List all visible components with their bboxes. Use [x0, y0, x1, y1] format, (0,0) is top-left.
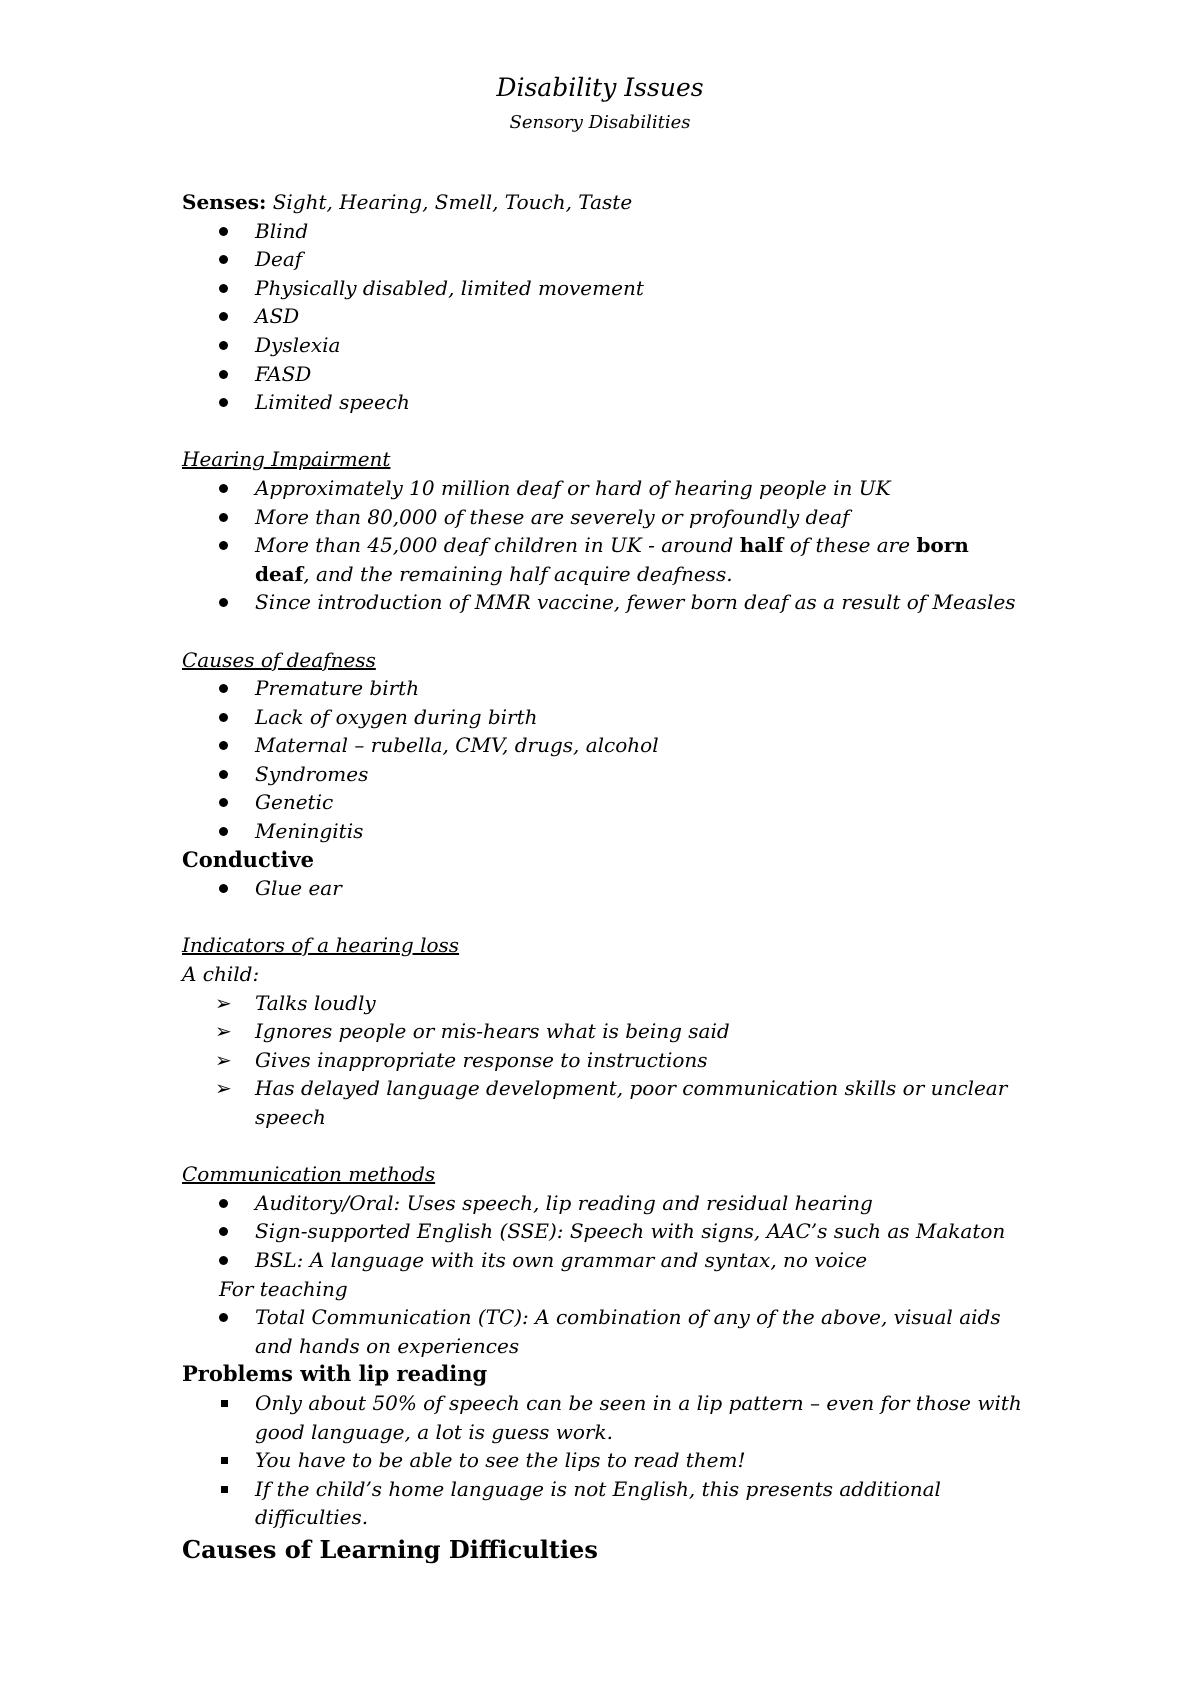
list-item: Physically disabled, limited movement: [182, 274, 1022, 303]
bullet-icon: [219, 741, 228, 750]
document-body: [182, 188, 1022, 1566]
learning-difficulties-heading: Causes of Learning Difficulties: [182, 1534, 598, 1564]
bullet-icon: [219, 1313, 228, 1322]
senses-list: [182, 217, 1022, 417]
list-item: More than 45,000 deaf children in UK - around half of these are born deaf, and the remaining half acquire deafness.: [182, 531, 1022, 588]
bullet-icon: [219, 1199, 228, 1208]
list-item: ➢ Has delayed language development, poor communication skills or unclear speech: [215, 1076, 1008, 1129]
document-title: Disability Issues: [496, 73, 704, 102]
list-item: Genetic: [182, 788, 1022, 817]
bullet-icon: [219, 598, 228, 607]
teaching-list: [182, 1303, 1022, 1360]
bullet-icon: [219, 255, 228, 264]
bullet-icon: [219, 341, 228, 350]
arrow-bullet-icon: ➢: [215, 1047, 232, 1072]
square-bullet-icon: [221, 1400, 228, 1407]
senses-text: Sight, Hearing, Smell, Touch, Taste: [266, 190, 633, 214]
square-bullet-icon: [221, 1486, 228, 1493]
senses-label: Senses:: [182, 190, 267, 214]
causes-heading: Causes of deafness: [182, 647, 376, 672]
lip-reading-list: [182, 1389, 1022, 1532]
for-teaching-label: For teaching: [219, 1276, 348, 1301]
bullet-icon: [219, 370, 228, 379]
bullet-icon: [219, 284, 228, 293]
list-item: More than 80,000 of these are severely or profoundly deaf: [182, 503, 1022, 532]
list-item: Syndromes: [182, 760, 1022, 789]
list-item: Limited speech: [182, 388, 1022, 417]
indicators-lead: A child:: [182, 962, 260, 987]
list-item: Auditory/Oral: Uses speech, lip reading and residual hearing: [182, 1189, 1022, 1218]
senses-line: [182, 188, 1022, 217]
arrow-bullet-icon: ➢: [215, 1019, 232, 1044]
conductive-heading: Conductive: [182, 846, 314, 872]
list-item: Maternal – rubella, CMV, drugs, alcohol: [182, 731, 1022, 760]
list-item: Meningitis: [182, 817, 1022, 846]
bullet-icon: [219, 484, 228, 493]
list-item: Since introduction of MMR vaccine, fewer born deaf as a result of Measles: [182, 588, 1022, 617]
bullet-icon: [219, 884, 228, 893]
arrow-bullet-icon: ➢: [215, 1076, 232, 1101]
list-item: Deaf: [182, 245, 1022, 274]
bullet-icon: [219, 541, 228, 550]
list-item: Total Communication (TC): A combination of any of the above, visual aids and hands on experiences: [182, 1303, 1022, 1360]
list-item: Lack of oxygen during birth: [182, 703, 1022, 732]
list-item: ➢ Gives inappropriate response to instructions: [182, 1046, 1022, 1075]
list-item: FASD: [182, 360, 1022, 389]
list-item: You have to be able to see the lips to read them!: [182, 1446, 1022, 1475]
document-subtitle: Sensory Disabilities: [509, 112, 691, 133]
causes-list: [182, 674, 1022, 846]
square-bullet-icon: [221, 1457, 228, 1464]
hearing-impairment-list: [182, 474, 1022, 617]
indicators-list: [182, 989, 1022, 1132]
bullet-icon: [219, 827, 228, 836]
list-item: ➢ Talks loudly: [182, 989, 1022, 1018]
hearing-impairment-heading: Hearing Impairment: [182, 447, 391, 472]
communication-heading: Communication methods: [182, 1162, 436, 1187]
conductive-list: [182, 874, 1022, 903]
indicators-heading: Indicators of a hearing loss: [182, 933, 460, 958]
bullet-icon: [219, 798, 228, 807]
bullet-icon: [219, 770, 228, 779]
bullet-icon: [219, 713, 228, 722]
list-item: Dyslexia: [182, 331, 1022, 360]
bullet-icon: [219, 513, 228, 522]
list-item: Approximately 10 million deaf or hard of hearing people in UK: [182, 474, 1022, 503]
bullet-icon: [219, 684, 228, 693]
list-item: Glue ear: [182, 874, 1022, 903]
bullet-icon: [219, 227, 228, 236]
list-item: ➢ Ignores people or mis-hears what is being said: [182, 1017, 1022, 1046]
lip-reading-heading: Problems with lip reading: [182, 1361, 488, 1387]
list-item: BSL: A language with its own grammar and syntax, no voice: [182, 1246, 1022, 1275]
bullet-icon: [219, 398, 228, 407]
list-item: Blind: [182, 217, 1022, 246]
bullet-icon: [219, 1227, 228, 1236]
list-item: Premature birth: [182, 674, 1022, 703]
bullet-icon: [219, 1256, 228, 1265]
bullet-icon: [219, 312, 228, 321]
list-item: ASD: [182, 302, 1022, 331]
list-item: If the child’s home language is not English, this presents additional difficulties.: [182, 1475, 1022, 1532]
arrow-bullet-icon: ➢: [215, 990, 232, 1015]
list-item: Only about 50% of speech can be seen in a lip pattern – even for those with good language, a lot is guess work.: [182, 1389, 1022, 1446]
communication-list: [182, 1189, 1022, 1275]
list-item: Sign-supported English (SSE): Speech with signs, AAC’s such as Makaton: [182, 1217, 1022, 1246]
